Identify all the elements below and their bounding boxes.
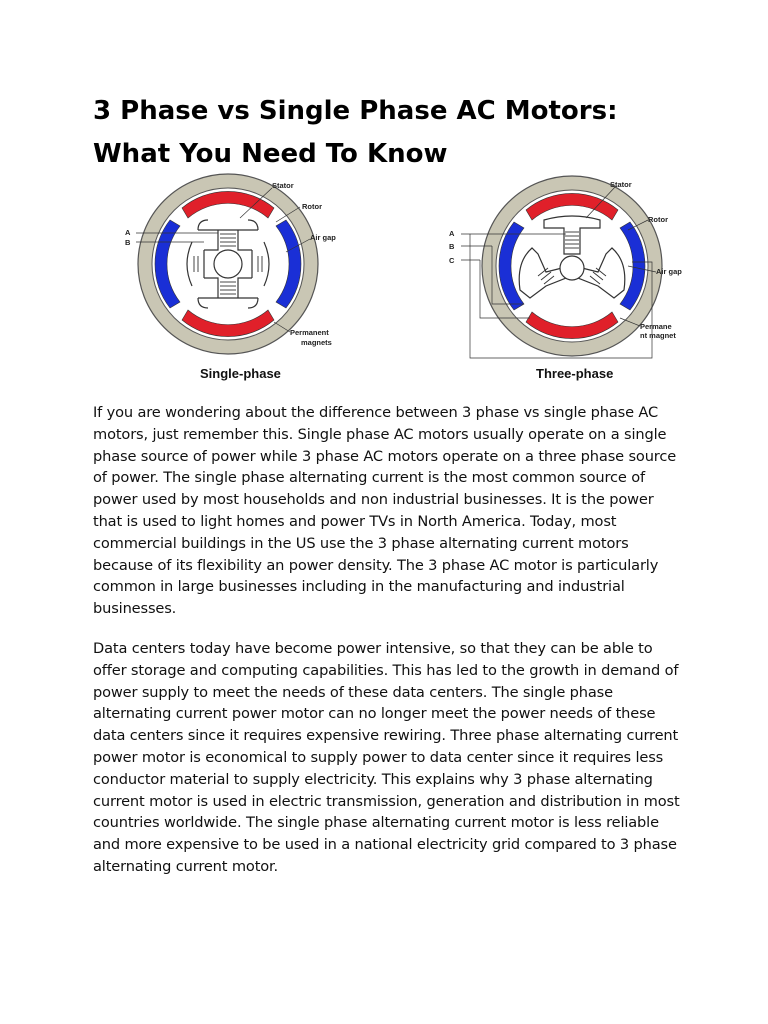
pole-n-top-right: N: [569, 209, 574, 215]
pole-s-right-right: S: [624, 265, 629, 271]
stator-label-left: Stator: [272, 181, 294, 190]
air-gap-label-right: Air gap: [656, 267, 682, 276]
wire-b-label-right: B: [449, 242, 455, 251]
permanent-magnet-label-left-2: magnets: [301, 338, 332, 347]
stator-label-right: Stator: [610, 180, 632, 189]
paragraph-1: If you are wondering about the difference between 3 phase vs single phase AC motors, just remember this. Single phase AC motors usually operate on a single phase source of power while 3 phase AC motors operate on a three phase source of power. The single phase alternating current is the most common source of power used by most households and non industrial businesses. It is the power that is used to light homes and power TVs in North America. Today, most commercial buildings in the US use the 3 phase alternating current motors because of its flexibility an power density. The 3 phase AC motor is particularly common in large businesses including in the manufacturing and industrial businesses.: [93, 404, 677, 618]
page-title: 3 Phase vs Single Phase AC Motors: What You Need To Know: [93, 96, 618, 169]
wire-a-label-right: A: [449, 229, 455, 238]
pole-s-left: S: [172, 263, 177, 269]
air-gap-label-left: Air gap: [310, 233, 336, 242]
paragraph-2: Data centers today have become power intensive, so that they can be able to offer storage and computing capabilities. This has led to the growth in demand of power supply to meet the needs of these data centers. The single phase alternating current power motor can no longer meet the power needs of these data centers since it requires expensive rewiring. Three phase alternating current power motor is economical to supply power to data center since it requires less conductor material to supply electricity. This explains why 3 phase alternating current motor is used in electric transmission, generation and distribution in most countries worldwide. The single phase alternating current motor is less reliable and more expensive to be used in a national electricity grid compared to 3 phase alternating current motor.: [93, 640, 680, 875]
wire-a-label-left: A: [125, 228, 131, 237]
pole-s-right: S: [280, 263, 285, 269]
permanent-magnet-label-right-1: Permane: [640, 322, 672, 331]
three-phase-diagram: [449, 176, 682, 381]
single-phase-caption: Single-phase: [200, 366, 281, 381]
pole-n-bottom-right: N: [569, 319, 574, 325]
wire-b-label-left: B: [125, 238, 131, 247]
rotor-label-left: Rotor: [302, 202, 322, 211]
permanent-magnet-label-left-1: Permanent: [290, 328, 329, 337]
single-phase-diagram: [125, 174, 336, 381]
pole-n-bottom: N: [225, 317, 230, 323]
motor-comparison-figure: [100, 172, 700, 387]
rotor-label-right: Rotor: [648, 215, 668, 224]
wire-c-label-right: C: [449, 256, 455, 265]
pole-s-left-right: S: [516, 265, 521, 271]
three-phase-caption: Three-phase: [536, 366, 614, 381]
permanent-magnet-label-right-2: nt magnet: [640, 331, 676, 340]
pole-n-top: N: [225, 207, 230, 213]
